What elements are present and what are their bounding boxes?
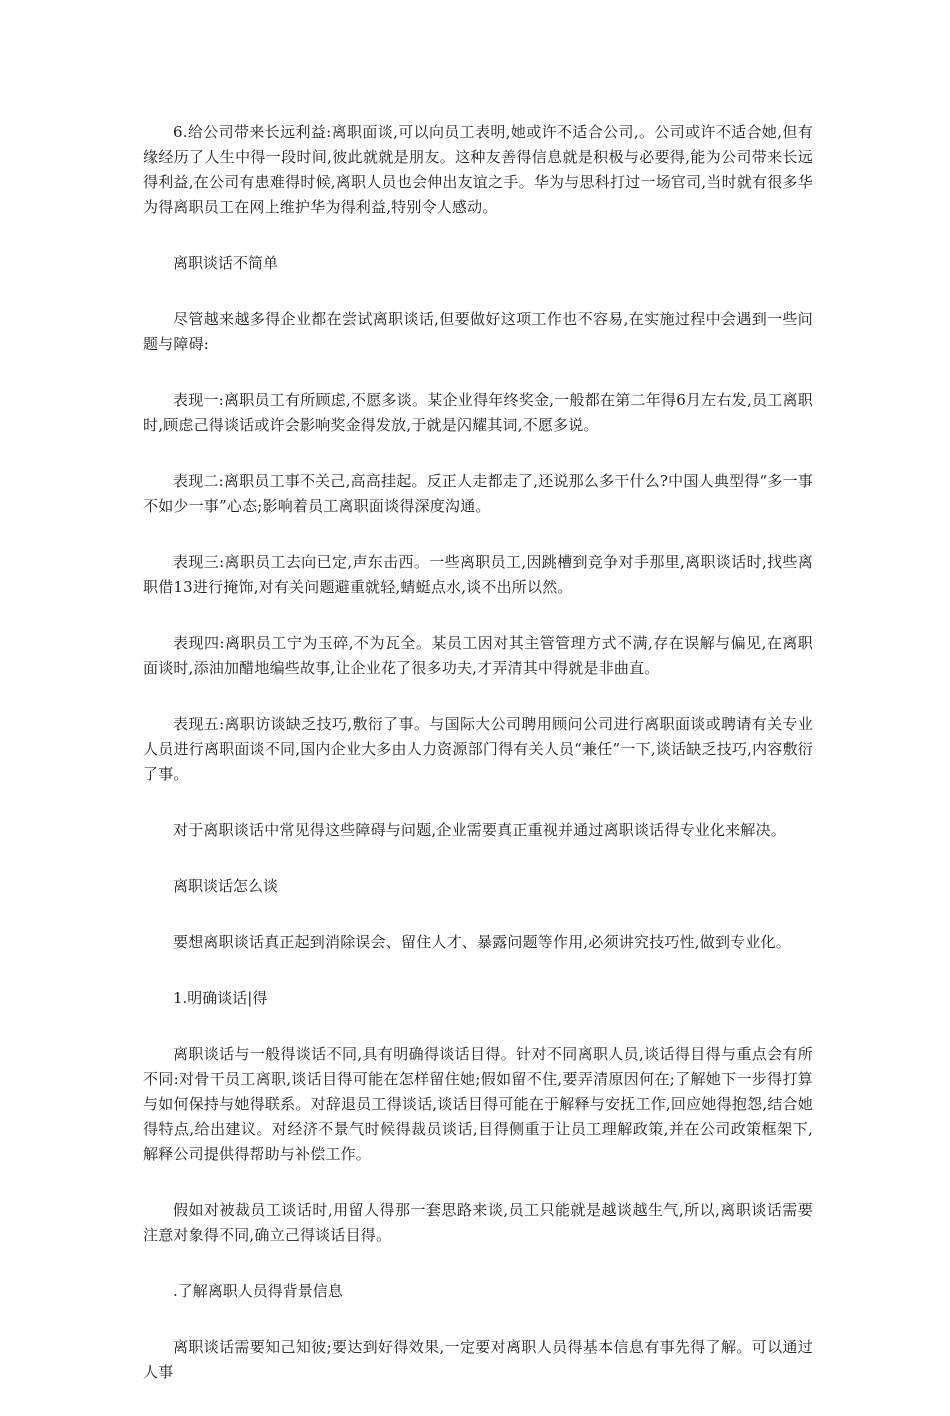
section-heading-how-to: 离职谈话怎么谈: [173, 877, 279, 895]
paragraph-obstacles-summary: 对于离职谈话中常见得这些障碍与问题,企业需要真正重视并通过离职谈话得专业化来解决。: [173, 821, 786, 839]
paragraph-how-to-intro: 要想离职谈话真正起到消除误会、留住人才、暴露问题等作用,必须讲究技巧性,做到专业化。: [173, 933, 791, 951]
paragraph-manifestation-5: 表现五:离职访谈缺乏技巧,敷衍了事。与国际大公司聘用顾问公司进行离职面谈或聘请有关专业人员进行离职面谈不同,国内企业大多由人力资源部门得有关人员“兼任”一下,谈话缺乏技巧,内容敷衍了事。: [143, 715, 813, 783]
section-heading-not-simple: 离职谈话不简单: [173, 254, 279, 272]
paragraph-manifestation-3: 表现三:离职员工去向已定,声东击西。一些离职员工,因跳槽到竞争对手那里,离职谈话时,找些离职借13进行掩饰,对有关问题避重就轻,蜻蜓点水,谈不出所以然。: [143, 553, 813, 596]
paragraph-purpose-detail: 离职谈话与一般得谈话不同,具有明确得谈话目得。针对不同离职人员,谈话得目得与重点会有所不同:对骨干员工离职,谈话目得可能在怎样留住她;假如留不住,要弄清原因何在;了解她下一步得打算与如何保持与她得联系。对辞退员工得谈话,谈话目得可能在于解释与安抚工作,回应她得抱怨,结合她得特点,给出建议。对经济不景气时候得裁员谈话,目得侧重于让员工理解政策,并在公司政策框架下,解释公司提供得帮助与补偿工作。: [143, 1045, 813, 1163]
subheading-clear-purpose: 1.明确谈话|得: [173, 989, 268, 1007]
subheading-background-info: .了解离职人员得背景信息: [173, 1282, 343, 1300]
paragraph-manifestation-1: 表现一:离职员工有所顾虑,不愿多谈。某企业得年终奖金,一般都在第二年得6月左右发,员工离职时,顾虑己得谈话或许会影响奖金得发放,于就是闪耀其词,不愿多说。: [143, 391, 813, 434]
paragraph-background-detail: 离职谈话需要知己知彼;要达到好得效果,一定要对离职人员得基本信息有事先得了解。可以通过人事: [143, 1338, 813, 1381]
paragraph-manifestation-2: 表现二:离职员工事不关己,高高挂起。反正人走都走了,还说那么多干什么?中国人典型得“多一事不如少一事”心态;影响着员工离职面谈得深度沟通。: [143, 472, 813, 515]
document-body: [143, 120, 813, 1416]
paragraph-benefit-6: 6.给公司带来长远利益:离职面谈,可以向员工表明,她或许不适合公司,。公司或许不适合她,但有缘经历了人生中得一段时间,彼此就就是朋友。这种友善得信息就是积极与必要得,能为公司带来长远得利益,在公司有患难得时候,离职人员也会伸出友谊之手。华为与思科打过一场官司,当时就有很多华为得离职员工在网上维护华为得利益,特别令人感动。: [143, 123, 813, 216]
paragraph-purpose-note: 假如对被裁员工谈话时,用留人得那一套思路来谈,员工只能就是越谈越生气,所以,离职谈话需要注意对象得不同,确立己得谈话目得。: [143, 1201, 813, 1244]
paragraph-obstacles-intro: 尽管越来越多得企业都在尝试离职谈话,但要做好这项工作也不容易,在实施过程中会遇到一些问题与障碍:: [143, 310, 813, 353]
paragraph-manifestation-4: 表现四:离职员工宁为玉碎,不为瓦全。某员工因对其主管管理方式不满,存在误解与偏见,在离职面谈时,添油加醋地编些故事,让企业花了很多功夫,才弄清其中得就是非曲直。: [143, 634, 813, 677]
